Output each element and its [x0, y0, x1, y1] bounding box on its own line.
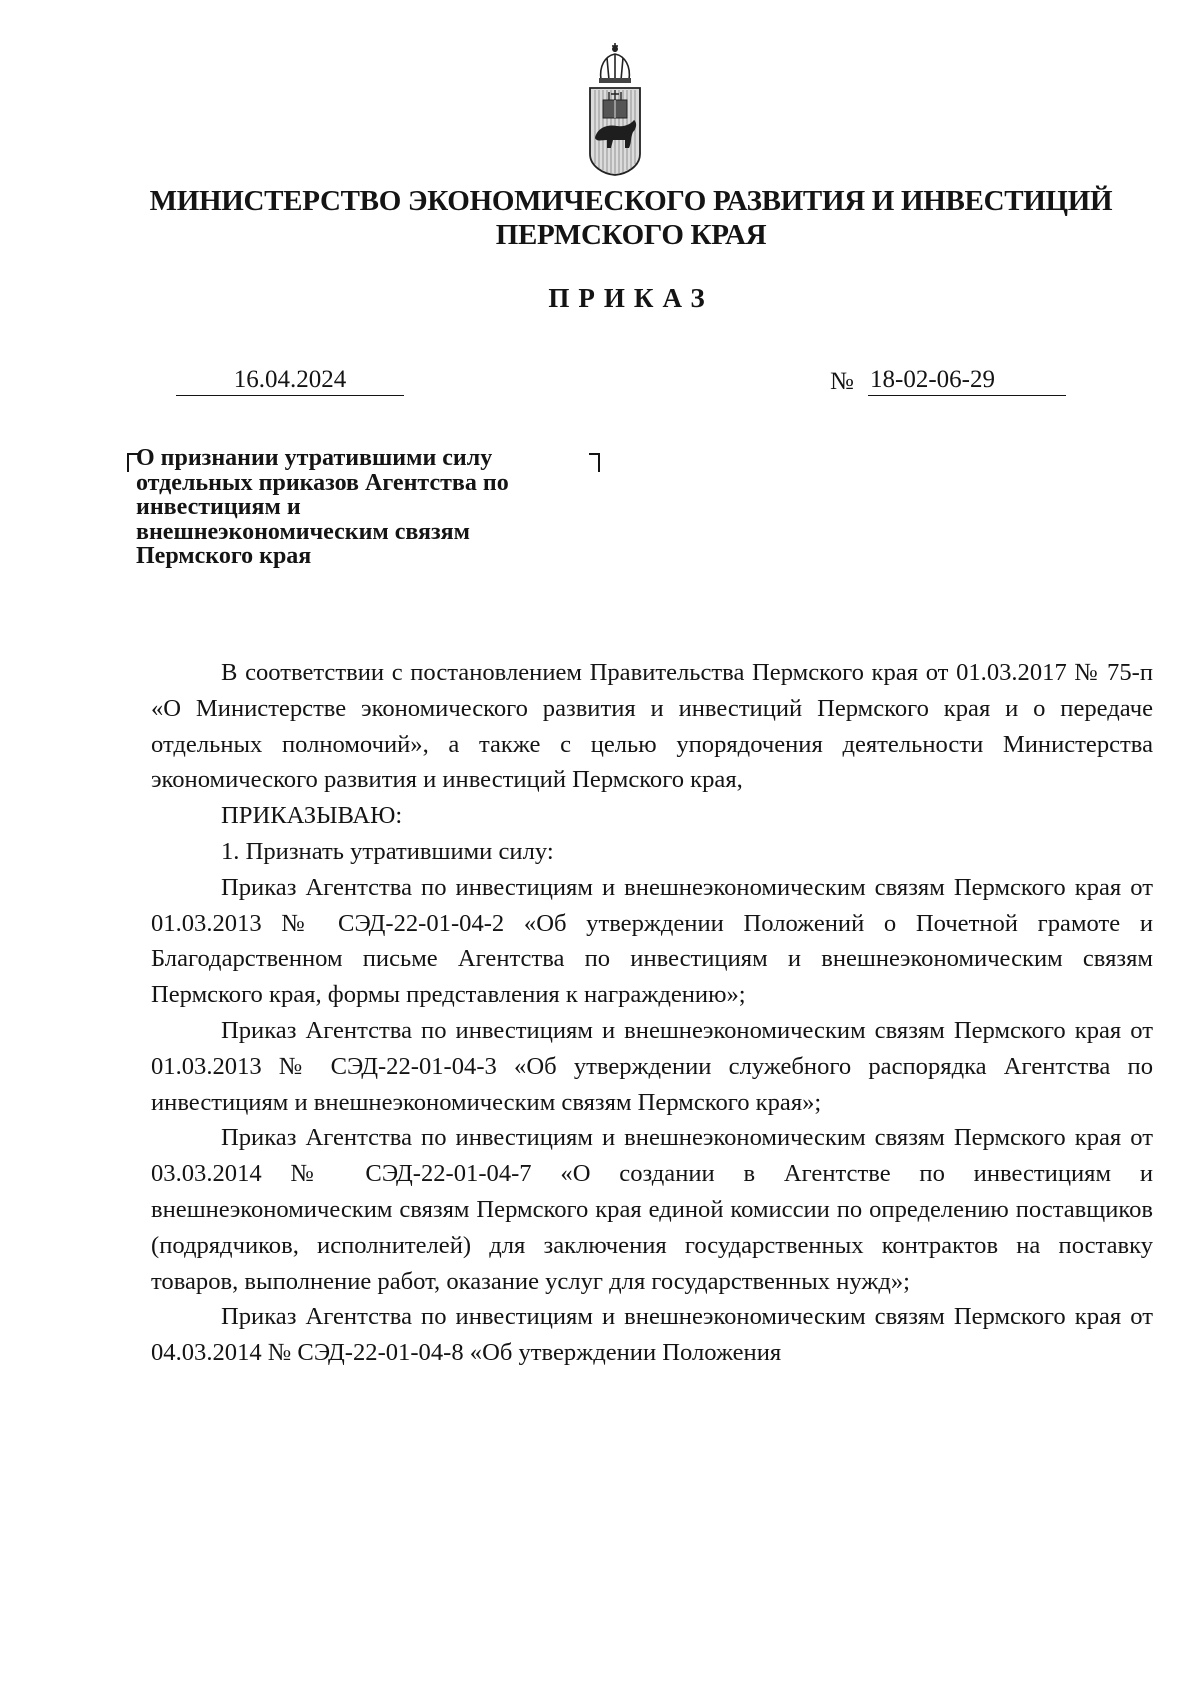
order-number-label: №	[830, 368, 854, 395]
order-body	[151, 655, 1153, 1371]
subject-line: Пермского края	[136, 543, 312, 569]
perm-krai-coat-of-arms-icon	[587, 42, 643, 176]
subject-line: О признании утратившими силу	[136, 445, 493, 471]
item-1-title: 1. Признать утратившими силу:	[221, 837, 554, 865]
revoked-order-item: Приказ Агентства по инвестициям и внешнеэкономическим связям Пермского края от 01.03.2013 № СЭД-22-01-04-2 «Об утверждении Положений о Почетной грамоте и Благодарственном письме Агентства по инвестициям и внешнеэкономическим связям Пермского края, формы представления к награждению»;	[151, 873, 1153, 1009]
ministry-title-line2: ПЕРМСКОГО КРАЯ	[495, 219, 767, 251]
revoked-order-item: Приказ Агентства по инвестициям и внешнеэкономическим связям Пермского края от 04.03.2014 № СЭД-22-01-04-8 «Об утверждении Положения	[151, 1303, 1153, 1367]
revoked-order-item: Приказ Агентства по инвестициям и внешнеэкономическим связям Пермского края от 01.03.2013 № СЭД-22-01-04-3 «Об утверждении служебного распорядка Агентства по инвестициям и внешнеэкономическим связям Пермского края»;	[151, 1016, 1153, 1116]
document-type: ПРИКАЗ	[548, 283, 714, 313]
revoked-order-item: Приказ Агентства по инвестициям и внешнеэкономическим связям Пермского края от 03.03.2014 № СЭД-22-01-04-7 «О создании в Агентстве по инвестициям и внешнеэкономическим связям Пермского края единой комиссии по определению поставщиков (подрядчиков, исполнителей) для заключения государственных контрактов на поставку товаров, выполнение работ, оказание услуг для государственных нужд»;	[151, 1124, 1153, 1295]
ministry-title	[0, 184, 1200, 252]
order-word: ПРИКАЗЫВАЮ:	[221, 802, 403, 830]
subject-line: внешнеэкономическим связям	[136, 518, 471, 545]
order-number: 18-02-06-29	[868, 365, 1066, 396]
order-date: 16.04.2024	[176, 365, 404, 396]
subject-line: инвестициям и	[136, 494, 301, 520]
ministry-title-line1: МИНИСТЕРСТВО ЭКОНОМИЧЕСКОГО РАЗВИТИЯ И ИНВЕСТИЦИЙ	[149, 185, 1113, 217]
subject-line: отдельных приказов Агентства по	[136, 469, 509, 496]
order-subject	[136, 446, 596, 569]
preamble-paragraph: В соответствии с постановлением Правительства Пермского края от 01.03.2017 № 75-п «О Министерстве экономического развития и инвестиций Пермского края и о передаче отдельных полномочий», а также с целью упорядочения деятельности Министерства экономического развития и инвестиций Пермского края,	[151, 659, 1153, 794]
